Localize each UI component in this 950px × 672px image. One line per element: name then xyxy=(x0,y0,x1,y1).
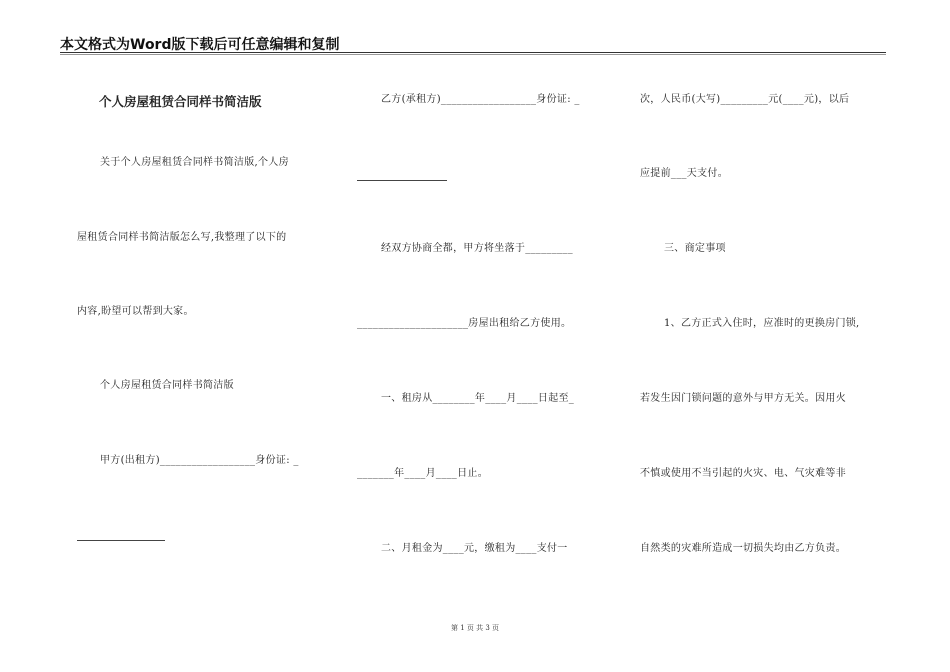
blank-underline xyxy=(77,540,165,541)
paragraph-line: 1、乙方正式入住时，应准时的更换房门锁, xyxy=(664,318,860,329)
section-heading: 三、商定事项 xyxy=(664,243,726,254)
paragraph-line: 次，人民币(大写)_________元(____元)，以后 xyxy=(640,94,850,105)
paragraph-line: 屋租赁合同样书简洁版怎么写,我整理了以下的 xyxy=(77,232,287,243)
paragraph-line: 内容,盼望可以帮到大家。 xyxy=(77,306,194,317)
paragraph-line: 自然类的灾难所造成一切损失均由乙方负责。 xyxy=(640,543,846,554)
paragraph-line: 经双方协商全都，甲方将坐落于_________ xyxy=(381,243,573,254)
paragraph-line: 不慎或使用不当引起的火灾、电、气灾难等非 xyxy=(640,468,846,479)
paragraph-line: 甲方(出租方)__________________身份证: _ xyxy=(100,455,299,466)
paragraph-line: _____________________房屋出租给乙方使用。 xyxy=(357,318,572,329)
document-title: 个人房屋租赁合同样书简洁版 xyxy=(99,94,262,109)
paragraph-line: 关于个人房屋租赁合同样书简洁版,个人房 xyxy=(100,157,289,168)
paragraph-line: 个人房屋租赁合同样书简洁版 xyxy=(100,380,234,391)
page-number-footer: 第 1 页 共 3 页 xyxy=(450,624,500,632)
paragraph-line: 应提前___天支付。 xyxy=(640,168,728,179)
paragraph-line: 一、租房从________年____月____日起至_ xyxy=(381,393,575,404)
header-rule xyxy=(60,52,886,53)
paragraph-line: 二、月租金为____元，缴租为____支付一 xyxy=(381,543,568,554)
paragraph-line: 乙方(承租方)__________________身份证: _ xyxy=(381,94,580,105)
paragraph-line: _______年____月____日止。 xyxy=(357,468,488,479)
blank-underline xyxy=(357,180,447,181)
header-rule-thin xyxy=(60,54,886,55)
paragraph-line: 若发生因门锁问题的意外与甲方无关。因用火 xyxy=(640,393,846,404)
download-banner: 本文格式为Word版下载后可任意编辑和复制 xyxy=(60,37,340,53)
